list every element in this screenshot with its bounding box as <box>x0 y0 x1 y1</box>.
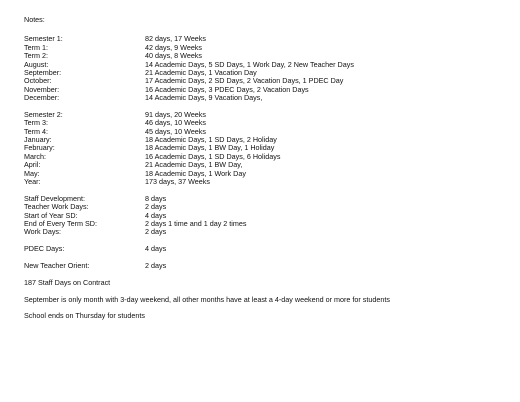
row-label: November: <box>24 84 60 94</box>
spacer <box>24 254 504 262</box>
row-value: 16 Academic Days, 3 PDEC Days, 2 Vacation Days <box>145 84 309 94</box>
row-value: 82 days, 17 Weeks <box>145 34 206 44</box>
row-value: 16 Academic Days, 1 SD Days, 6 Holidays <box>145 151 281 161</box>
row-label: End of Every Term SD: <box>24 218 97 228</box>
row-value: 18 Academic Days, 1 Work Day <box>145 168 246 178</box>
row-label: August: <box>24 59 49 69</box>
row-semester-1 <box>24 35 504 43</box>
row-value: 14 Academic Days, 9 Vacation Days, <box>145 93 263 103</box>
row-value: 8 days <box>145 193 167 203</box>
row-march <box>24 153 504 161</box>
row-value: 2 days <box>145 202 167 212</box>
september-note: September is only month with 3-day weekend, all other months have at least a 4-day weekend or more for students <box>24 294 390 304</box>
semester-2-section <box>24 111 504 187</box>
row-value: 91 days, 20 Weeks <box>145 109 206 119</box>
row-value: 17 Academic Days, 2 SD Days, 2 Vacation Days, 1 PDEC Day <box>145 76 344 86</box>
row-label: Year: <box>24 177 41 187</box>
row-value: 2 days <box>145 260 167 270</box>
spacer <box>24 186 504 194</box>
row-value: 18 Academic Days, 1 BW Day, 1 Holiday <box>145 143 275 153</box>
spacer <box>24 24 504 35</box>
row-label: Semester 2: <box>24 109 63 119</box>
row-semester-2 <box>24 111 504 119</box>
row-august <box>24 61 504 69</box>
row-label: December: <box>24 93 60 103</box>
row-label: Teacher Work Days: <box>24 202 89 212</box>
row-teacher-work-days <box>24 203 504 211</box>
row-may <box>24 170 504 178</box>
row-staff-development <box>24 195 504 203</box>
thursday-note: School ends on Thursday for students <box>24 311 145 321</box>
row-year <box>24 178 504 186</box>
row-end-of-term-sd <box>24 220 504 228</box>
row-value: 173 days, 37 Weeks <box>145 177 210 187</box>
row-value: 4 days <box>145 244 167 254</box>
row-value: 14 Academic Days, 5 SD Days, 1 Work Day, 2 New Teacher Days <box>145 59 354 69</box>
row-label: Start of Year SD: <box>24 210 78 220</box>
semester-1-section <box>24 35 504 102</box>
row-value: 21 Academic Days, 1 BW Day, <box>145 160 243 170</box>
row-label: Term 1: <box>24 42 48 52</box>
row-value: 21 Academic Days, 1 Vacation Day <box>145 67 257 77</box>
spacer <box>24 103 504 111</box>
row-label: October: <box>24 76 52 86</box>
row-label: Term 4: <box>24 126 48 136</box>
row-value: 46 days, 10 Weeks <box>145 118 206 128</box>
spacer <box>24 237 504 245</box>
notes-page <box>24 16 504 321</box>
row-april <box>24 161 504 169</box>
contract-note: 187 Staff Days on Contract <box>24 277 111 287</box>
staff-section <box>24 195 504 237</box>
row-label: May: <box>24 168 40 178</box>
row-label: April: <box>24 160 41 170</box>
row-value: 2 days <box>145 227 167 237</box>
row-value: 45 days, 10 Weeks <box>145 126 206 136</box>
row-value: 42 days, 9 Weeks <box>145 42 202 52</box>
row-label: September: <box>24 67 62 77</box>
row-work-days <box>24 228 504 236</box>
row-label: Term 2: <box>24 51 48 61</box>
row-term-1 <box>24 44 504 52</box>
row-value: 18 Academic Days, 1 SD Days, 2 Holiday <box>145 135 277 145</box>
row-december <box>24 94 504 102</box>
row-term-3 <box>24 119 504 127</box>
row-value: 2 days 1 time and 1 day 2 times <box>145 218 247 228</box>
row-label: March: <box>24 151 46 161</box>
row-label: Semester 1: <box>24 34 63 44</box>
row-label: PDEC Days: <box>24 244 65 254</box>
row-value: 40 days, 8 Weeks <box>145 51 202 61</box>
row-label: New Teacher Orient: <box>24 260 90 270</box>
row-label: Work Days: <box>24 227 62 237</box>
row-november <box>24 86 504 94</box>
row-label: February: <box>24 143 55 153</box>
row-label: Staff Development: <box>24 193 85 203</box>
row-value: 4 days <box>145 210 167 220</box>
notes-heading: Notes: <box>24 15 45 24</box>
row-pdec-days <box>24 245 504 253</box>
row-label: January: <box>24 135 52 145</box>
row-label: Term 3: <box>24 118 48 128</box>
row-new-teacher-orient <box>24 262 504 270</box>
